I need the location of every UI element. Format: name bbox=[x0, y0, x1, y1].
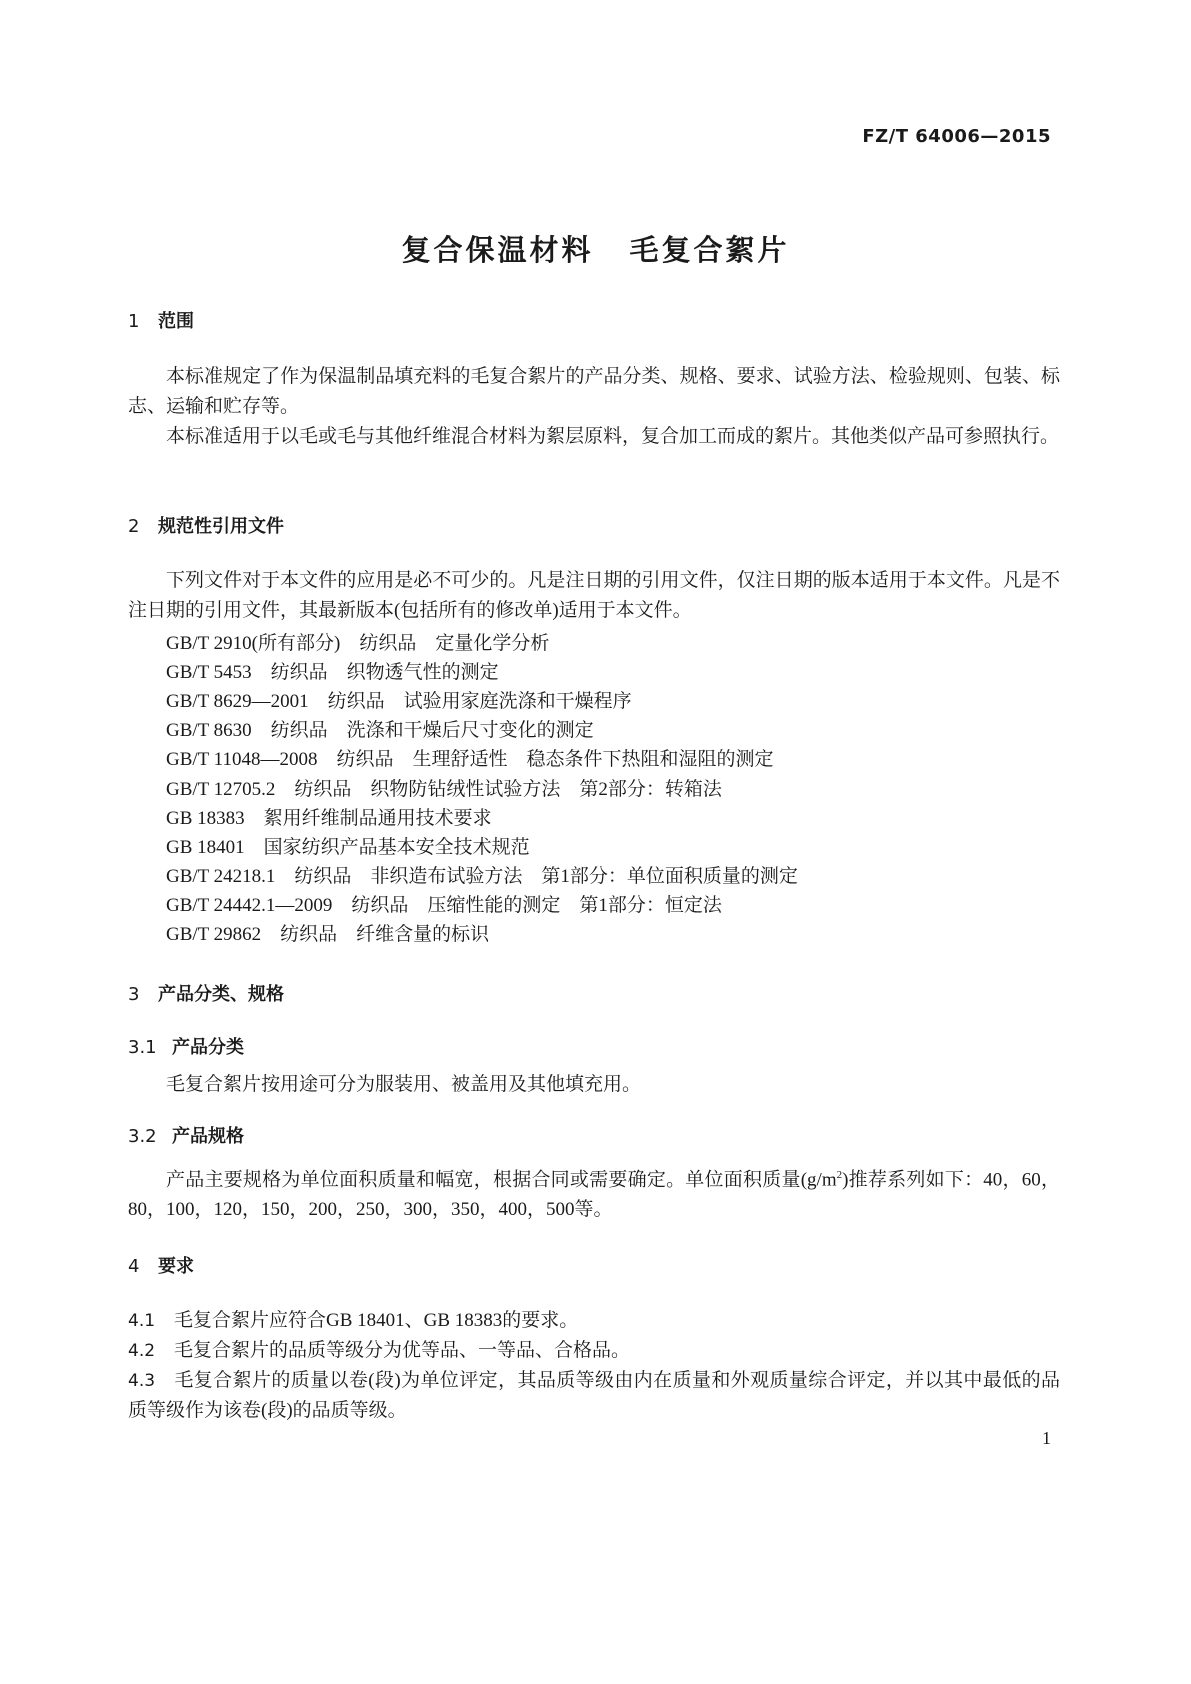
reference-item: GB 18401 国家纺织产品基本安全技术规范 bbox=[166, 837, 530, 858]
section-heading-1: 1 范围 bbox=[128, 311, 194, 332]
reference-item: GB/T 29862 纺织品 纤维含量的标识 bbox=[166, 924, 490, 945]
section-1-paragraph-1: 本标准规定了作为保温制品填充料的毛复合絮片的产品分类、规格、要求、试验方法、检验规则、包装、标志、运输和贮存等。 bbox=[128, 366, 1060, 417]
section-heading-2: 2 规范性引用文件 bbox=[128, 516, 284, 537]
reference-item: GB/T 5453 纺织品 织物透气性的测定 bbox=[166, 662, 499, 683]
document-code: FZ/T 64006—2015 bbox=[862, 126, 1051, 147]
section-heading-3: 3 产品分类、规格 bbox=[128, 984, 284, 1005]
reference-item: GB/T 24442.1—2009 纺织品 压缩性能的测定 第1部分：恒定法 bbox=[166, 895, 722, 916]
reference-item: GB/T 8629—2001 纺织品 试验用家庭洗涤和干燥程序 bbox=[166, 691, 632, 712]
section-heading-4: 4 要求 bbox=[128, 1256, 194, 1277]
clause-4-1: 4.1 毛复合絮片应符合GB 18401、GB 18383的要求。 bbox=[128, 1310, 579, 1331]
reference-item: GB/T 12705.2 纺织品 织物防钻绒性试验方法 第2部分：转箱法 bbox=[166, 779, 722, 800]
subsection-heading-3-2: 3.2 产品规格 bbox=[128, 1126, 244, 1147]
subsection-3-2-text: 产品主要规格为单位面积质量和幅宽，根据合同或需要确定。单位面积质量$(g/m^2)$推荐系列如下：40，60，80，100，120，150，200，250，300，350，400，500等。 bbox=[128, 1169, 1061, 1221]
section-1-paragraph-2: 本标准适用于以毛或毛与其他纤维混合材料为絮层原料，复合加工而成的絮片。其他类似产品可参照执行。 bbox=[166, 426, 1060, 447]
subsection-3-1-text: 毛复合絮片按用途可分为服装用、被盖用及其他填充用。 bbox=[166, 1074, 642, 1095]
reference-item: GB/T 2910(所有部分) 纺织品 定量化学分析 bbox=[166, 633, 550, 654]
reference-item: GB/T 11048—2008 纺织品 生理舒适性 稳态条件下热阻和湿阻的测定 bbox=[166, 749, 774, 770]
title-part-2: 毛复合絮片 bbox=[629, 233, 790, 267]
reference-item: GB 18383 絮用纤维制品通用技术要求 bbox=[166, 808, 492, 829]
title-part-1: 复合保温材料 bbox=[401, 233, 594, 267]
superscript: 2 bbox=[836, 1169, 843, 1181]
section-2-intro: 下列文件对于本文件的应用是必不可少的。凡是注日期的引用文件，仅注日期的版本适用于本文件。凡是不注日期的引用文件，其最新版本(包括所有的修改单)适用于本文件。 bbox=[128, 570, 1060, 621]
subsection-heading-3-1: 3.1 产品分类 bbox=[128, 1037, 244, 1058]
clause-4-2: 4.2 毛复合絮片的品质等级分为优等品、一等品、合格品。 bbox=[128, 1340, 631, 1361]
clause-4-3: 4.3 毛复合絮片的质量以卷(段)为单位评定，其品质等级由内在质量和外观质量综合评定，并以其中最低的品质等级作为该卷(段)的品质等级。 bbox=[128, 1370, 1060, 1421]
reference-item: GB/T 8630 纺织品 洗涤和干燥后尺寸变化的测定 bbox=[166, 720, 594, 741]
reference-item: GB/T 24218.1 纺织品 非织造布试验方法 第1部分：单位面积质量的测定 bbox=[166, 866, 798, 887]
document-title bbox=[0, 228, 1191, 269]
page-number: 1 bbox=[1042, 1428, 1051, 1448]
